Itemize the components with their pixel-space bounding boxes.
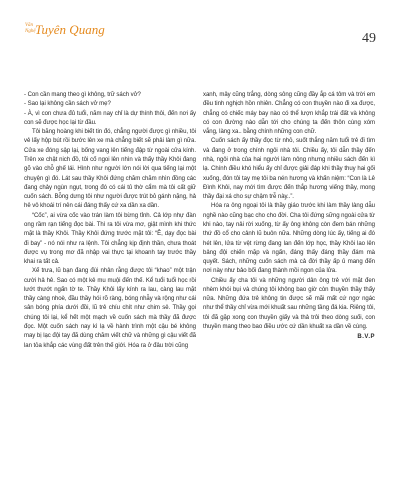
paragraph: “Cốc”, ai vừa cốc vào trán làm tôi bừng tỉnh. Cả lớp nhự đàn ong rầm rạn tiếng đọc bài. Thì ra tôi vừa mơ, giật mình khi thức mặt là thầy Khôi. Thầy Khôi đứng trước mặt tôi: “Ê, dạy đọc bài đi bay” - nó nói như ra lệnh. Tôi chẳng kịp định thần, chưa thoát được vụ trong mơ đã nhập vai thực tại khoanh tay trước thầy khai ra tất cả. <box>24 212 196 266</box>
paragraph: Chiều ấy cha tôi và những người dân ông trẻ với mặt đen nhèm khói bụi và chúng tôi không bao giờ còn thuyền thầy thấy nữa. Những đứa trẻ không tin được sẽ mãi mất cứ ngơ ngác như thể thầy chỉ vừa mới khuất sau những tầng đá kia. Riêng tôi, tôi đã gặp xong con thuyền giấy và thả trôi theo dòng suối, con thuyền mang theo bao điều ước cứ dần khuất xa dần về cùng. <box>203 277 375 331</box>
left-text-column <box>24 91 196 351</box>
paragraph: Cuốn sách ấy thầy đọc từ nhỏ, suốt thắng năm tuổi trẻ đi tìm và đang ở trong chính ngôi nhà tôi. Chiều ấy, tôi dẫn thầy đến nhà, ngôi nhà của hai người làm nông nhưng nhiều sách đến kì lạ. Chính điều khó hiểu ấy chỉ được giải đáp khi thầy thuy hai gối xuống, đón tôi tay mẹ tôi ba nén hương và khấn niệm: “Con là Lê Đình Khôi, nay mới tìm được đến thắp hương viếng thầy, mong thầy đại xá cho sự chậm trễ này..”. <box>203 138 375 201</box>
dialogue-line: - Con cần mang theo gì không, trữ sách vở? <box>24 92 141 98</box>
page-number: 49 <box>362 31 376 46</box>
paragraph: xanh, mây cũng trắng, dòng sông cũng đầy ắp cá tôm và trời em đều tinh nghịch hồn nhiên. Chẳng có con thuyền nào đi xa được, chẳng có chiếc máy bay nào có thể lượn khắp trái đất và không có con đường nào dẫn tới cho chúng ta đến thôn cùng xóm vắng, làng xa.. bằng chính những con chữ. <box>203 92 375 136</box>
paragraph: Tôi băng hoàng khi biết tin đó, chẳng người được gì nhiều, tôi vẻ lấy hộp bút rồi bước lên xe mà chẳng biết sẽ phải làm gì nữa. Cửa xe đóng sập lại, bống vang lên tiếng đập từ ngoài cửa kính. Trên xe chật nich đồ, tôi cố ngoi lên nhìn và thấy thầy Khôi đang gõ vào chỗ ghế lái. Hình như người lớn nói lời qua tiếng lại một chuyện gì đó. Lát sau thầy Khôi đứng chăm chăm nhìn đồng các đang chảy ngùn ngụt, trong đó có cái tủ thờ cẩm mà tôi cất giữ cuốn sách. Bỗng dưng tôi như người được trút bỏ gánh nặng, hả hê vô khoái trí nên cái đáng thấy cứ xa dần xa dần. <box>24 129 196 210</box>
page-header <box>0 0 402 60</box>
paragraph: Xế trưa, lũ bạn đang đùi nhân rằng được tôi “khao” một trận cười hả hê. Sao có một kẻ mu muội đến thế. Kể tuổi tuổi học rồi lướt thướt ngấn tờ te. Thầy Khôi lấy kính ra lau, càng lau mặt thầy càng nhoè, đầu thầy hói rõ ràng, bóng nhẫy và rộng như cái sân bóng phía dưới đồi, lũ trẻ chíu chít như chim sẻ. Thầy gọi chúng tôi lại, kể hết một mạch về cuốn sách mà thầy đã được đọc. Một cuốn sách nay kì lạ về hành trình một cậu bé không may bị lạc đội tay đã dùng chăm viết chữ và những gì cậu viết đã lan tỏa khắp các vùng đất trên thế giới. Hóa ra ở đâu trời cũng <box>24 268 196 349</box>
dialogue-line: - À, vì con chưa đủ tuổi, năm nay chỉ là dự thính thôi, đến nơi ấy con sẽ được học lại từ đầu. <box>24 110 196 126</box>
dialogue-line: - Sao lại không cần sách vở mẹ? <box>24 101 111 108</box>
author-signature: B.V.P <box>357 334 375 341</box>
right-text-column <box>203 91 375 343</box>
logo-nghe-text: Nghệ <box>25 29 36 34</box>
logo-title: Tuyên Quang <box>35 22 105 37</box>
logo-van-text: Văn <box>25 23 34 28</box>
paragraph: Hóa ra ông ngoại tôi là thầy giáo trước khi làm thầy làng dẫu nghề nào cũng bạc cho cho đời. Cha tôi đứng sững ngoài cửa từ khi nào, tay nải rời xuống, từ ấy ông không còn đem bán những thứ đồ cổ cho cảnh lũ buôn nữa. Những dòng lúc ấy, tiếng ai đó hét lên, lửa từ vệt rừng đang lan đến lớp học, thầy Khôi lao lên bảng đội chiến mặp và ngấn, đáng thấy đáng thầy đám mà quyết. Sách, những cuốn sách mà cả đời thầy ấp ủ mang đến nơi này như bảo bối đang thành mồi ngon của lửa. <box>203 203 375 275</box>
